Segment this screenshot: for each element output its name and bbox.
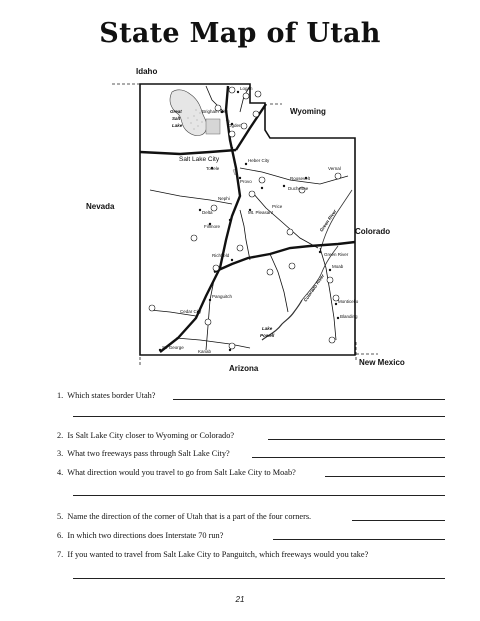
city-label-panguitch: Panguitch	[212, 294, 233, 299]
city-label-richfield: Richfield	[212, 253, 230, 258]
answer-line-5[interactable]	[352, 520, 445, 521]
question-6: 6. In which two directions does Interstate 70 run?	[57, 531, 224, 540]
city-label-salt-lake-city: Salt Lake City	[179, 156, 220, 163]
lake-powell-label-1: Lake	[262, 326, 273, 331]
page-number: 21	[235, 595, 245, 604]
lake-label-salt: Salt	[172, 116, 181, 121]
question-3: 3. What two freeways pass through Salt Lake City?	[57, 449, 230, 458]
city-label-cedar-city: Cedar City	[180, 309, 202, 314]
river-label-green: Green River	[318, 208, 338, 233]
answer-line-6[interactable]	[273, 539, 445, 540]
city-label-mt-pleasant: Mt. Pleasant	[248, 210, 274, 215]
city-label-st-george: St. George	[162, 345, 184, 350]
state-label-new-mexico: New Mexico	[359, 358, 405, 367]
city-label-provo: Provo	[240, 179, 252, 184]
answer-line-4b[interactable]	[73, 495, 445, 496]
river-label-colorado: Colorado River	[302, 273, 326, 303]
state-label-arizona: Arizona	[229, 364, 259, 373]
city-label-nephi: Nephi	[218, 196, 230, 201]
city-label-price: Price	[272, 204, 283, 209]
state-label-colorado: Colorado	[355, 227, 391, 236]
question-1: 1. Which states border Utah?	[57, 391, 156, 400]
state-label-nevada: Nevada	[86, 202, 115, 211]
question-5: 5. Name the direction of the corner of Utah that is a part of the four corners.	[57, 512, 312, 521]
city-label-heber-city: Heber City	[248, 158, 270, 163]
lake-label-great: Great	[170, 109, 182, 114]
city-label-moab: Moab	[332, 264, 344, 269]
city-label-kanab: Kanab	[198, 349, 212, 354]
city-label-brigham-city: Brigham City	[202, 109, 228, 114]
question-4: 4. What direction would you travel to go from Salt Lake City to Moab?	[57, 468, 296, 477]
page-title: State Map of Utah	[99, 18, 381, 49]
state-label-wyoming: Wyoming	[290, 107, 326, 116]
city-label-vernal: Vernal	[328, 166, 341, 171]
city-label-green-river: Green River	[324, 252, 349, 257]
question-7: 7. If you wanted to travel from Salt Lake City to Panguitch, which freeways would you take?	[57, 550, 369, 559]
city-label-tooele: Tooele	[206, 166, 220, 171]
lake-label-lake: Lake	[172, 123, 183, 128]
city-label-ogden: Ogden	[228, 123, 242, 128]
lake-powell-label-2: Powell	[260, 333, 275, 338]
city-label-roosevelt: Roosevelt	[290, 176, 311, 181]
answer-line-4a[interactable]	[325, 476, 445, 477]
answer-line-7[interactable]	[73, 578, 445, 579]
state-label-idaho: Idaho	[136, 67, 158, 76]
answer-line-1b[interactable]	[73, 416, 445, 417]
answer-line-1a[interactable]	[173, 399, 445, 400]
city-label-delta: Delta	[202, 210, 213, 215]
question-2: 2. Is Salt Lake City closer to Wyoming or Colorado?	[57, 431, 235, 440]
city-label-logan: Logan	[240, 86, 253, 91]
city-label-duchesne: Duchesne	[288, 186, 309, 191]
city-label-blanding: Blanding	[340, 314, 358, 319]
city-label-fillmore: Fillmore	[204, 224, 221, 229]
answer-line-2[interactable]	[268, 439, 445, 440]
city-label-monticello: Monticello	[338, 299, 359, 304]
answer-line-3[interactable]	[252, 457, 445, 458]
